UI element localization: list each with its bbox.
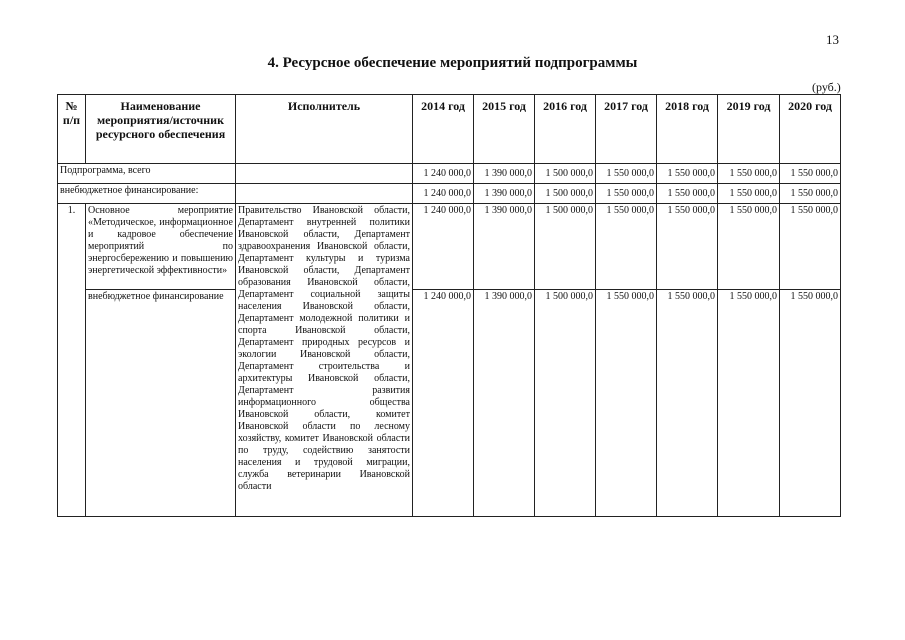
- header-year: 2019 год: [718, 95, 780, 164]
- row-label: внебюджетное финансирование:: [58, 184, 236, 204]
- table-row-subprogram-total: [58, 164, 841, 184]
- year-value: 1 550 000,0: [596, 164, 657, 184]
- header-year: 2015 год: [474, 95, 535, 164]
- header-row: [58, 95, 841, 164]
- year-value: 1 550 000,0: [596, 184, 657, 204]
- table-row-funding-source: [58, 290, 841, 517]
- year-value: 1 390 000,0: [474, 164, 535, 184]
- year-value: 1 500 000,0: [535, 164, 596, 184]
- year-value: 1 390 000,0: [474, 184, 535, 204]
- header-num: № п/п: [58, 95, 86, 164]
- row-executor-empty: [236, 184, 413, 204]
- year-value: 1 240 000,0: [413, 184, 474, 204]
- year-value: 1 390 000,0: [474, 204, 535, 290]
- year-value: 1 500 000,0: [535, 184, 596, 204]
- table-row-extrabudget-total: [58, 184, 841, 204]
- header-year: 2018 год: [657, 95, 718, 164]
- row-executor-empty: [236, 164, 413, 184]
- year-value: 1 550 000,0: [780, 164, 841, 184]
- year-value: 1 550 000,0: [718, 290, 780, 517]
- year-value: 1 550 000,0: [657, 184, 718, 204]
- page-title: 4. Ресурсное обеспечение мероприятий подпрограммы: [267, 55, 638, 71]
- header-year: 2017 год: [596, 95, 657, 164]
- year-value: 1 390 000,0: [474, 290, 535, 517]
- year-value: 1 550 000,0: [657, 290, 718, 517]
- year-value: 1 500 000,0: [535, 204, 596, 290]
- header-name: Наименование мероприятия/источник ресурсного обеспечения: [86, 95, 236, 164]
- year-value: 1 550 000,0: [718, 164, 780, 184]
- year-value: 1 550 000,0: [657, 204, 718, 290]
- resource-table: [57, 94, 841, 517]
- header-year: 2020 год: [780, 95, 841, 164]
- year-value: 1 240 000,0: [413, 164, 474, 184]
- year-value: 1 550 000,0: [596, 290, 657, 517]
- row-label: Подпрограмма, всего: [58, 164, 236, 184]
- page-number: 13: [826, 32, 839, 47]
- year-value: 1 550 000,0: [596, 204, 657, 290]
- year-value: 1 240 000,0: [413, 290, 474, 517]
- funding-source-name: внебюджетное финансирование: [86, 290, 236, 517]
- executors-text: Правительство Ивановской области, Департамент внутренней политики Ивановской области, Департамент здравоохранения Ивановской области, Департамент культуры и туризма Ивановской области, Департамент образования Ивановской области, Департамент социальной защиты населения Ивановской области, Департамент молодежной политики и спорта Ивановской области, Департамент природных ресурсов и экологии Ивановской области, Департамент строительства и архитектуры Ивановской области, Департамент развития информационного общества Ивановской области, комитет Ивановской области по лесному хозяйству, комитет Ивановской области по труду, содействию занятости населения и трудовой миграции, служба ветеринарии Ивановской области: [238, 205, 410, 492]
- year-value: 1 550 000,0: [780, 290, 841, 517]
- header-executor: Исполнитель: [236, 95, 413, 164]
- year-value: 1 550 000,0: [718, 184, 780, 204]
- header-year: 2014 год: [413, 95, 474, 164]
- activity-executors: [236, 204, 413, 517]
- year-value: 1 550 000,0: [780, 184, 841, 204]
- header-year: 2016 год: [535, 95, 596, 164]
- year-value: 1 550 000,0: [718, 204, 780, 290]
- activity-name: Основное мероприятие «Методическое, информационное и кадровое обеспечение мероприятий по энергосбережению и повышению энергетической эффективности»: [86, 204, 236, 290]
- year-value: 1 550 000,0: [657, 164, 718, 184]
- year-value: 1 550 000,0: [780, 204, 841, 290]
- table-row-main-activity: [58, 204, 841, 290]
- row-num: 1.: [58, 204, 86, 517]
- currency-unit: (руб.): [812, 80, 841, 94]
- year-value: 1 500 000,0: [535, 290, 596, 517]
- year-value: 1 240 000,0: [413, 204, 474, 290]
